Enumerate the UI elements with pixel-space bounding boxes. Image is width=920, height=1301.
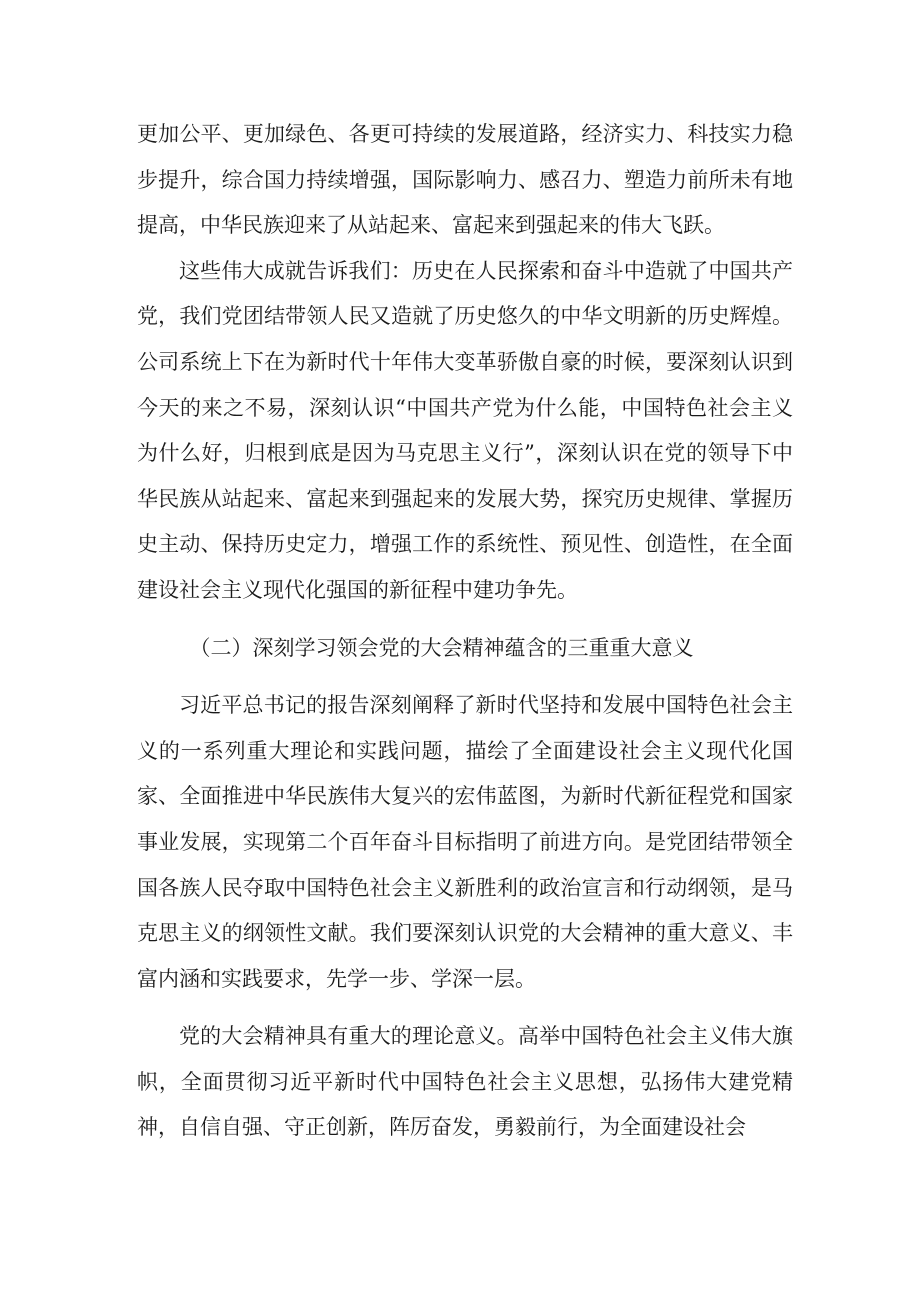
paragraph-continuation: 更加公平、更加绿色、各更可持续的发展道路，经济实力、科技实力稳步提升，综合国力持续增强，国际影响力、感召力、塑造力前所未有地提高，中华民族迎来了从站起来、富起来到强起来的伟大飞跃。 (137, 122, 793, 238)
paragraph-report: 习近平总书记的报告深刻阐释了新时代坚持和发展中国特色社会主义的一系列重大理论和实践问题，描绘了全面建设社会主义现代化国家、全面推进中华民族伟大复兴的宏伟蓝图，为新时代新征程党和国家事业发展，实现第二个百年奋斗目标指明了前进方向。是党团结带领全国各族人民夺取中国特色社会主义新胜利的政治宣言和行动纲领，是马克思主义的纲领性文献。我们要深刻认识党的大会精神的重大意义、丰富内涵和实践要求，先学一步、学深一层。 (137, 693, 793, 991)
paragraph-theory: 党的大会精神具有重大的理论意义。高举中国特色社会主义伟大旗帜，全面贯彻习近平新时代中国特色社会主义思想，弘扬伟大建党精神，自信自强、守正创新，阵厉奋发，勇毅前行，为全面建设社会 (137, 1024, 793, 1140)
document-body (137, 112, 793, 1151)
section-heading: （二）深刻学习领会党的大会精神蕴含的三重重大意义 (189, 635, 694, 660)
paragraph-achievements: 这些伟大成就告诉我们：历史在人民探索和奋斗中造就了中国共产党，我们党团结带领人民又造就了历史悠久的中华文明新的历史辉煌。公司系统上下在为新时代十年伟大变革骄傲自豪的时候，要深刻认识到今天的来之不易，深刻认识“中国共产党为什么能，中国特色社会主义为什么好，归根到底是因为马克思主义行”，深刻认识在党的领导下中华民族从站起来、富起来到强起来的发展大势，探究历史规律、掌握历史主动、保持历史定力，增强工作的系统性、预见性、创造性，在全面建设社会主义现代化强国的新征程中建功争先。 (137, 258, 793, 602)
